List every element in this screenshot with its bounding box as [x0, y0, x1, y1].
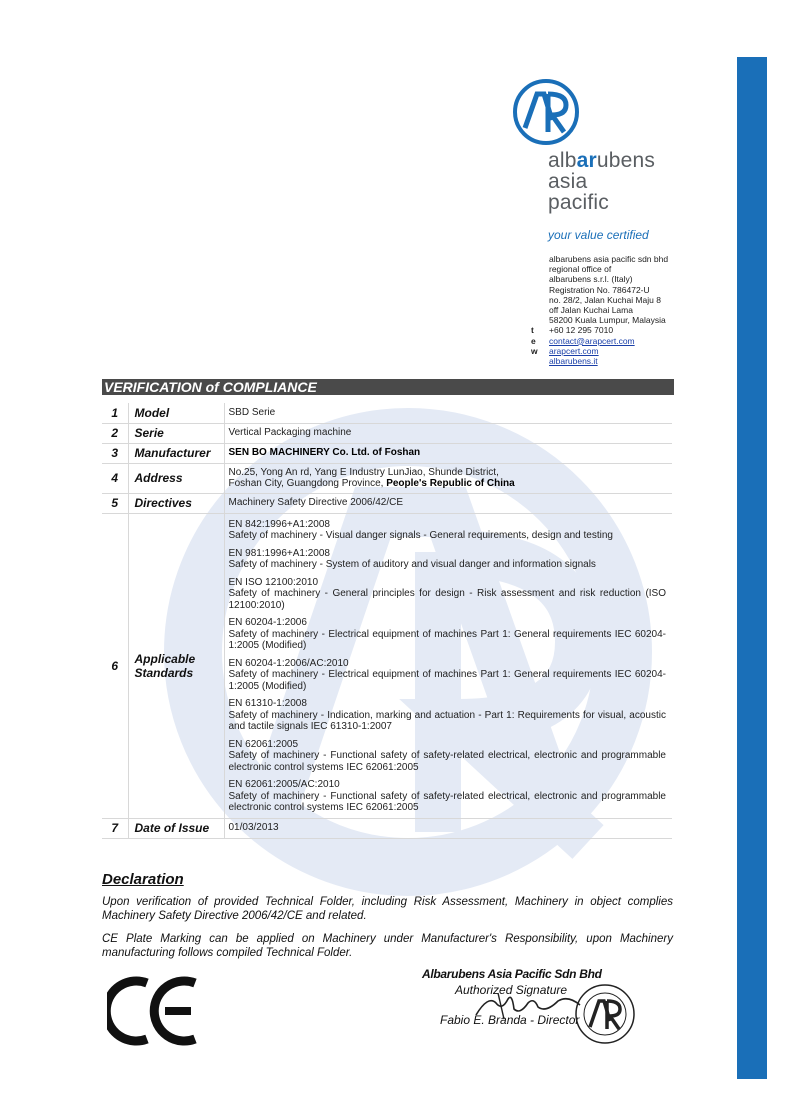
document-title: VERIFICATION of COMPLIANCE: [104, 379, 317, 395]
standard-item: EN 981:1996+A1:2008 Safety of machinery - System of auditory and visual danger and information signals: [228, 547, 596, 570]
compliance-table: [102, 403, 672, 839]
standards-list: [224, 513, 672, 818]
declaration-paragraph: CE Plate Marking can be applied on Machinery under Manufacturer's Responsibility, upon Machinery manufacturing follows compiled Technical Folder.: [102, 933, 673, 959]
email-link[interactable]: contact@arapcert.com: [549, 335, 635, 346]
signatory-role: Authorized Signature: [455, 983, 568, 997]
standard-item: EN 61310-1:2008 Safety of machinery - Indication, marking and actuation - Part 1: Requirements for visual, acoustic and tactile signals IEC 61310-1:2007: [228, 698, 666, 732]
standard-item: EN ISO 12100:2010 Safety of machinery - General principles for design - Risk assessment and risk reduction (ISO 12100:2010): [228, 576, 666, 611]
standard-item: EN 842:1996+A1:2008 Safety of machinery - Visual danger signals - General requirements, design and testing: [228, 518, 613, 541]
standard-item: EN 62061:2005 Safety of machinery - Functional safety of safety-related electrical, electronic and programmable electronic control systems IEC 62061:2005: [228, 738, 666, 773]
website-link-albarubens[interactable]: albarubens.it: [549, 356, 598, 367]
table-row: 5 Directives Machinery Safety Directive 2006/42/CE: [102, 493, 672, 513]
office-address: albarubens asia pacific sdn bhd regional office of albarubens s.r.l. (Italy) Registration No. 786472-U no. 28/2, Jalan Kuchai Maju 8 off Jalan Kuchai Lama 58200 Kuala Lumpur, Malaysia t +60 12 295 7010 e contact@arapcert.com w arapcert.com albarubens.it: [531, 254, 669, 367]
standard-item: EN 60204-1:2006 Safety of machinery - Electrical equipment of machines Part 1: General requirements IEC 60204-1:2005 (Modified): [228, 617, 666, 651]
company-stamp: [572, 983, 638, 1045]
signatory-company: Albarubens Asia Pacific Sdn Bhd: [422, 967, 602, 981]
albarubens-logo-icon: [512, 78, 580, 146]
title-bar: [102, 379, 674, 395]
table-row: 7 Date of Issue 01/03/2013: [102, 818, 672, 838]
table-row: 3 Manufacturer SEN BO MACHINERY Co. Ltd. of Foshan: [102, 443, 672, 463]
table-row: 4 Address No.25, Yong An rd, Yang E Industry LunJiao, Shunde District, Foshan City, Guangdong Province, People's Republic of China: [102, 463, 672, 493]
website-link-arapcert[interactable]: arapcert.com: [549, 345, 599, 356]
ce-mark-icon: [107, 975, 203, 1047]
standard-item: EN 60204-1:2006/AC:2010 Safety of machinery - Electrical equipment of machines Part 1: General requirements IEC 60204-1:2005 (Modified): [228, 657, 666, 692]
phone-number: +60 12 295 7010: [549, 325, 614, 336]
declaration-paragraph: Upon verification of provided Technical Folder, including Risk Assessment, Machinery in object complies Machinery Safety Directive 2006/42/CE and related.: [102, 896, 673, 922]
declaration-heading: Declaration: [102, 871, 184, 888]
brand-tagline: your value certified: [548, 228, 649, 242]
table-row: 1 Model SBD Serie: [102, 403, 672, 423]
blue-side-bar: [737, 57, 767, 1079]
signatory-name: Fabio E. Branda - Director: [440, 1013, 580, 1027]
table-row: 2 Serie Vertical Packaging machine: [102, 423, 672, 443]
brand-name: albarubens asia pacific: [548, 149, 656, 214]
manufacturer-name: SEN BO MACHINERY Co. Ltd. of Foshan: [228, 447, 421, 459]
table-row: 6 Applicable Standards EN 842:1996+A1:2008 Safety of machinery - Visual danger signals - General requirements, design and testing EN 981:1996+A1:2008 Safety of machinery - System of auditory and visual danger and information signals EN ISO 12100:2010 Safety of machinery - General principles for design - Risk assessment and risk reduction (ISO 12100:2010) EN 60204-1:2006 Safety of machinery - Electrical equipment of machines Part 1: General requirements IEC 60204-1:2005 (Modified) EN 60204-1:2006/AC:2010 Safety of machinery - Electrical equipment of machines Part 1: General requirements IEC 60204-1:2005 (Modified) EN 61310-1:2008 Safety of machinery - Indication, marking and actuation - Part 1: Requirements for visual, acoustic and tactile signals IEC 61310-1:2007 EN 62061:2005 Safety of machinery - Functional safety of safety-related electrical, electronic and programmable electronic control systems IEC 62061:2005 EN 62061:2005/AC:2010 Safety of machinery - Functional safety of safety-related electrical, electronic and programmable electronic control systems IEC 62061:2005: [102, 513, 672, 818]
standard-item: EN 62061:2005/AC:2010 Safety of machinery - Functional safety of safety-related electrical, electronic and programmable electronic control systems IEC 62061:2005: [228, 779, 666, 813]
